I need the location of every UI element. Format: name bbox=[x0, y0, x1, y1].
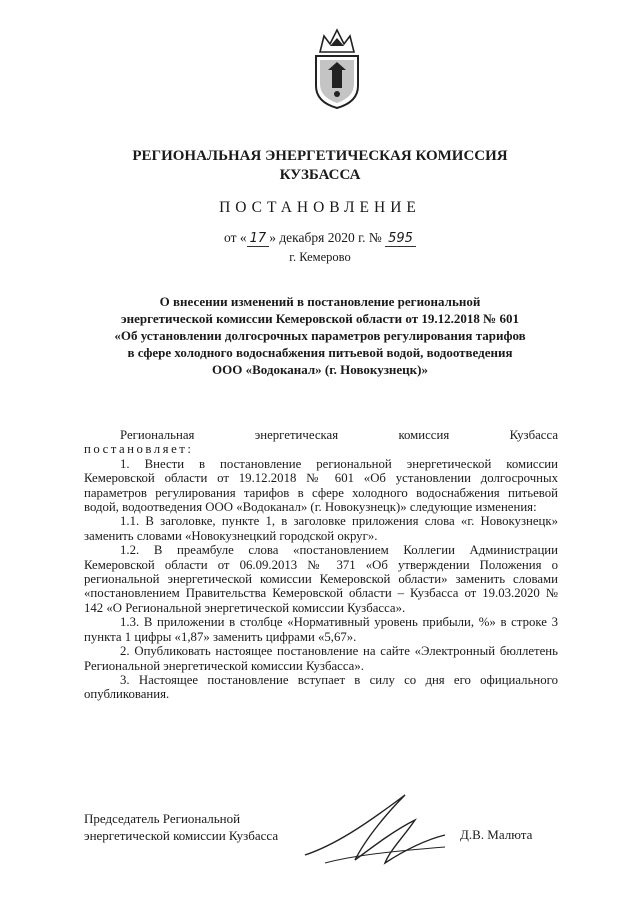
org-line-1: РЕГИОНАЛЬНАЯ ЭНЕРГЕТИЧЕСКАЯ КОМИССИЯ bbox=[132, 148, 508, 164]
paragraph: 1.1. В заголовке, пункте 1, в заголовке приложения слова «г. Новокузнецк» заменить словами «Новокузнецкий городской округ». bbox=[84, 514, 558, 543]
document-type: ПОСТАНОВЛЕНИЕ bbox=[219, 199, 421, 216]
subject-line: ООО «Водоканал» (г. Новокузнецк)» bbox=[212, 362, 428, 377]
handwritten-signature-icon bbox=[295, 785, 455, 875]
signatory-name: Д.В. Малюта bbox=[460, 827, 533, 842]
paragraph: 1.2. В преамбуле слова «постановлением Коллегии Администрации Кемеровской области от 06.09.2013 № 371 «Об утверждении Положения о региональной энергетической комиссии Кемеровской области» заменить словами «постановлением Правительства Кемеровской области – Кузбасса от 19.03.2020 № 142 «О Региональной энергетической комиссии Кузбасса». bbox=[84, 543, 558, 615]
date-prefix: от « bbox=[224, 230, 247, 245]
document-number: 595 bbox=[385, 231, 416, 247]
paragraph: 2. Опубликовать настоящее постановление на сайте «Электронный бюллетень Региональной энергетической комиссии Кузбасса». bbox=[84, 644, 558, 673]
signatory-position bbox=[84, 810, 278, 844]
subject-line: в сфере холодного водоснабжения питьевой водой, водоотведения bbox=[127, 345, 513, 360]
date-day: 17 bbox=[247, 231, 270, 247]
decides: постановляет: bbox=[84, 442, 194, 457]
paragraph: 3. Настоящее постановление вступает в силу со дня его официального опубликования. bbox=[84, 672, 558, 702]
subject-line: «Об установлении долгосрочных параметров регулирования тарифов bbox=[114, 328, 526, 343]
date-line bbox=[0, 230, 640, 246]
date-suffix: » декабря 2020 г. № bbox=[269, 230, 382, 245]
paragraph: 1. Внести в постановление региональной энергетической комиссии Кемеровской области от 19.12.2018 № 601 «Об установлении долгосрочных параметров регулирования тарифов в сфере холодного водоснабжения питьевой водой, водоотведения ООО «Водоканал» (г. Новокузнецк)» следующие изменения: bbox=[84, 456, 558, 515]
position-line-1: Председатель Региональной bbox=[84, 811, 241, 826]
document-subject bbox=[70, 293, 570, 378]
document-body bbox=[84, 428, 558, 702]
subject-line: энергетической комиссии Кемеровской области от 19.12.2018 № 601 bbox=[121, 311, 519, 326]
subject-line: О внесении изменений в постановление региональной bbox=[159, 294, 481, 309]
org-line-2: КУЗБАССА bbox=[279, 167, 361, 183]
preamble: Региональная энергетическая комиссия Кузбасса bbox=[120, 428, 558, 442]
coat-of-arms-icon bbox=[308, 26, 366, 112]
paragraph: 1.3. В приложении в столбце «Нормативный уровень прибыли, %» в строке 3 пункта 1 цифры «1,87» заменить цифрами «5,67». bbox=[84, 615, 558, 644]
city: г. Кемерово bbox=[289, 250, 351, 264]
organization-title bbox=[0, 147, 640, 185]
position-line-2: энергетической комиссии Кузбасса bbox=[84, 828, 279, 843]
